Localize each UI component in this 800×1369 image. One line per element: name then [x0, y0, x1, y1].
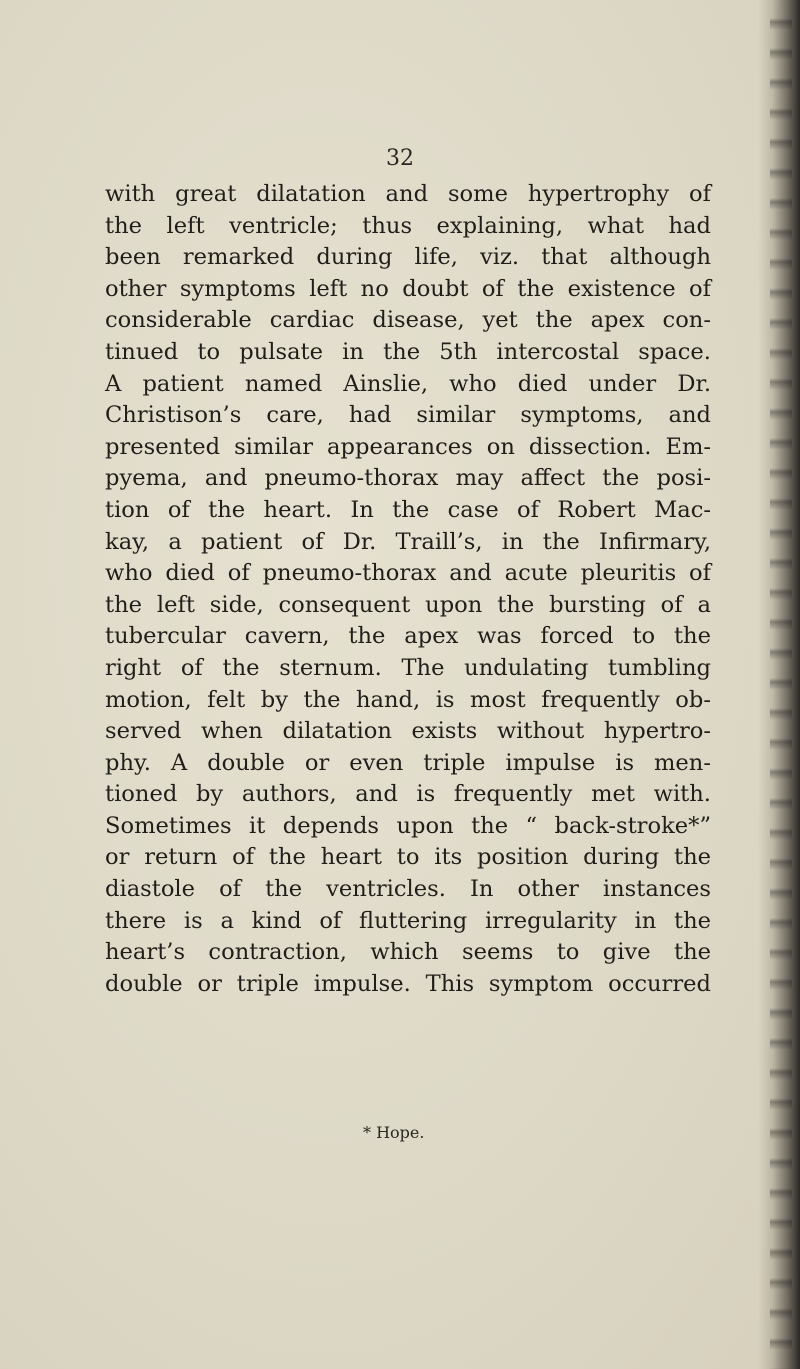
text-line: tioned by authors, and is frequently met with.: [105, 781, 711, 808]
text-line: Sometimes it depends upon the “ back-stroke*”: [105, 812, 711, 839]
text-line: tion of the heart. In the case of Robert Mac-: [105, 496, 711, 523]
text-line: been remarked during life, viz. that although: [105, 244, 711, 271]
text-line: or return of the heart to its position during the: [105, 844, 711, 871]
text-line: the left ventricle; thus explaining, what had: [105, 212, 711, 239]
text-line: with great dilatation and some hypertrophy of: [105, 181, 711, 207]
text-line: who died of pneumo-thorax and acute pleuritis of: [105, 560, 711, 587]
text-line: tubercular cavern, the apex was forced to the: [105, 623, 711, 650]
text-line: considerable cardiac disease, yet the apex con-: [105, 307, 711, 334]
text-line: right of the sternum. The undulating tumbling: [105, 654, 711, 681]
page-number: 32: [386, 146, 414, 171]
text-line: diastole of the ventricles. In other instances: [105, 876, 711, 903]
page-binding-edge: [758, 0, 800, 1369]
text-line: other symptoms left no doubt of the existence of: [105, 275, 711, 302]
text-line: motion, felt by the hand, is most frequently ob-: [105, 686, 711, 713]
text-line: A patient named Ainslie, who died under Dr.: [105, 370, 711, 397]
text-line: phy. A double or even triple impulse is men-: [105, 749, 711, 776]
text-line: tinued to pulsate in the 5th intercostal space.: [105, 338, 711, 365]
text-line: heart’s contraction, which seems to give the: [105, 939, 711, 966]
text-line: there is a kind of fluttering irregularity in the: [105, 907, 711, 934]
body-text: [105, 179, 711, 1000]
text-line: presented similar appearances on dissection. Em-: [105, 433, 711, 460]
text-line: the left side, consequent upon the bursting of a: [105, 591, 711, 618]
text-line: kay, a patient of Dr. Traill’s, in the Infirmary,: [105, 528, 711, 555]
text-line: pyema, and pneumo-thorax may affect the posi-: [105, 465, 711, 492]
text-line: Christison’s care, had similar symptoms, and: [105, 402, 711, 429]
text-line: double or triple impulse. This symptom occurred: [105, 970, 711, 997]
text-line: served when dilatation exists without hypertro-: [105, 718, 711, 745]
footnote: * Hope.: [363, 1123, 425, 1142]
